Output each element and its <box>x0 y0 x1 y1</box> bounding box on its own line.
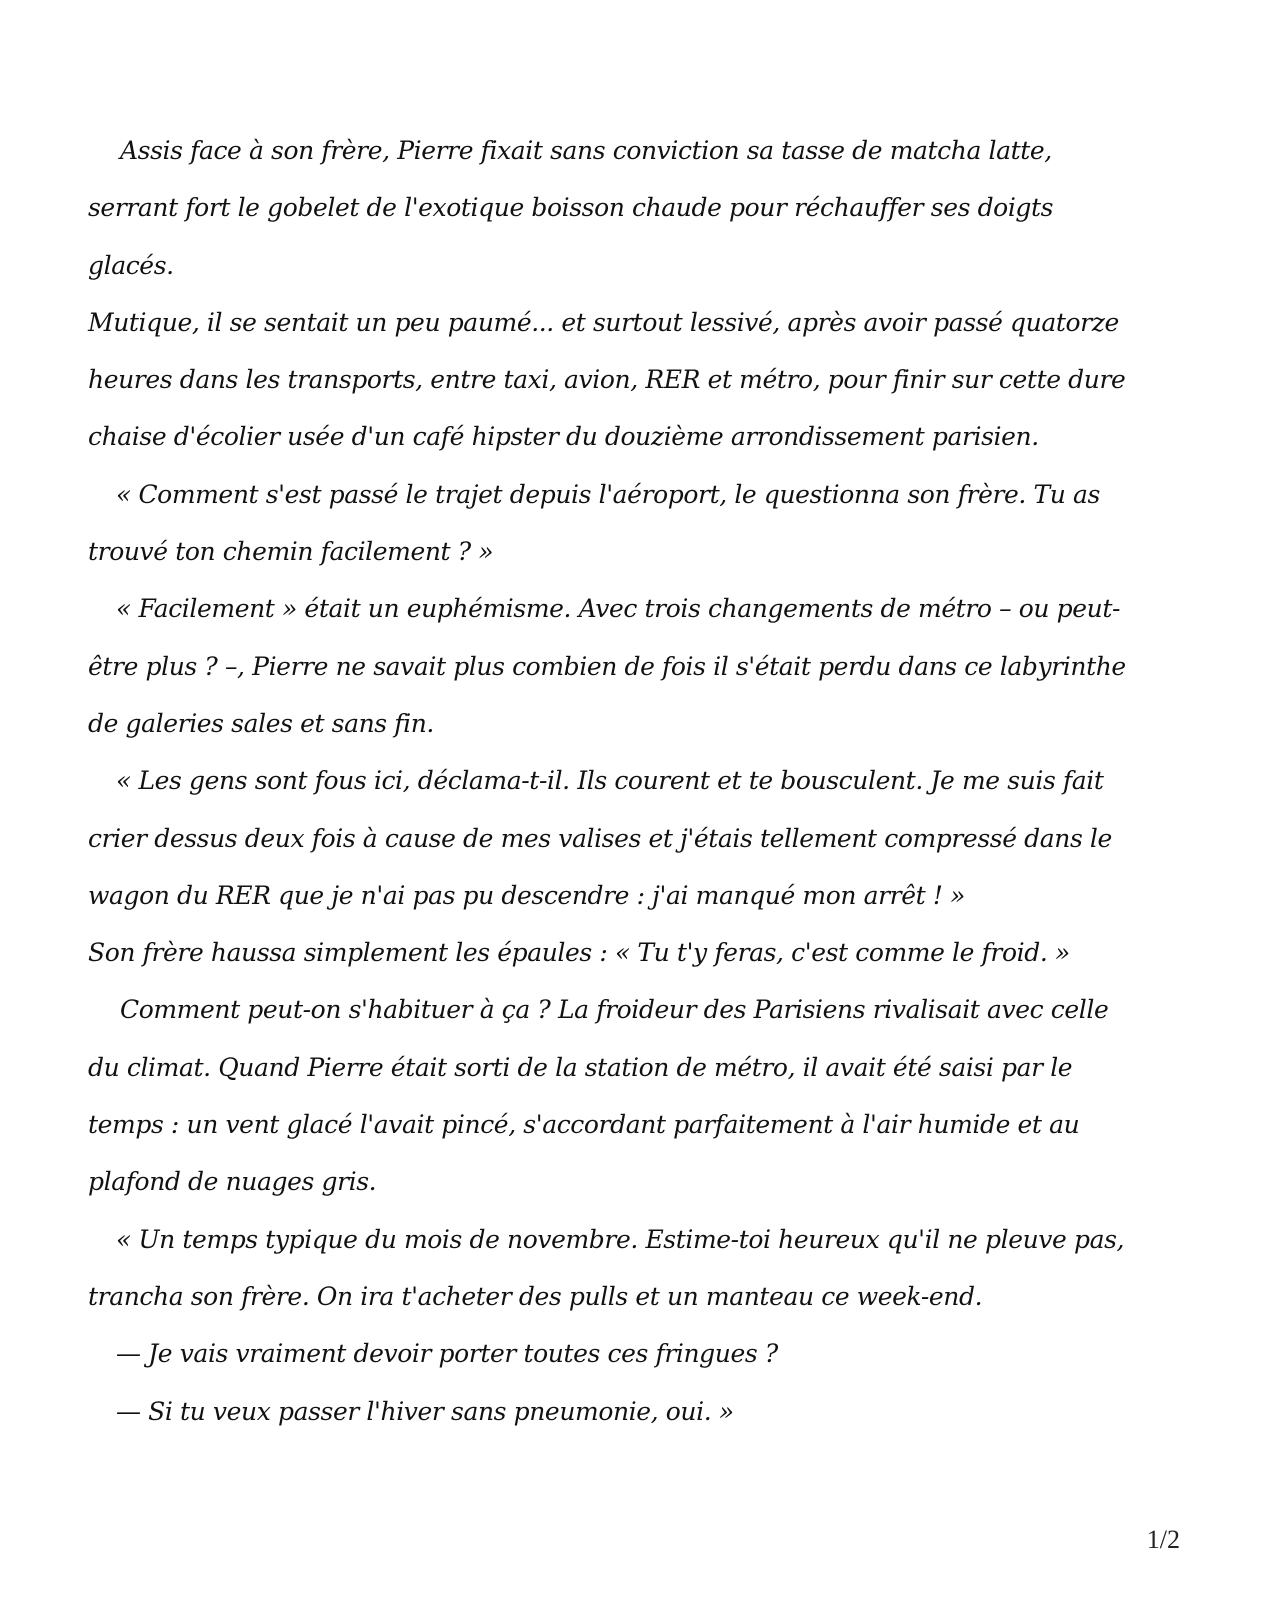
text-line: trancha son frère. On ira t'acheter des pulls et un manteau ce week-end. <box>88 1281 983 1311</box>
text-line: du climat. Quand Pierre était sorti de la station de métro, il avait été saisi par le <box>88 1052 1073 1082</box>
text-line: chaise d'écolier usée d'un café hipster du douzième arrondissement parisien. <box>88 422 1039 452</box>
text-line: glacés. <box>88 250 174 280</box>
text-line: trouvé ton chemin facilement ? » <box>88 537 494 567</box>
text-line: Son frère haussa simplement les épaules : « Tu t'y feras, c'est comme le froid. » <box>88 938 1070 968</box>
text-line: plafond de nuages gris. <box>88 1167 377 1197</box>
text-line: serrant fort le gobelet de l'exotique boisson chaude pour réchauffer ses doigts <box>88 193 1054 223</box>
page-number: 1/2 <box>1146 1525 1180 1554</box>
text-body <box>88 122 1198 1440</box>
text-line: wagon du RER que je n'ai pas pu descendre : j'ai manqué mon arrêt ! » <box>88 880 965 910</box>
text-line: « Comment s'est passé le trajet depuis l'aéroport, le questionna son frère. Tu as <box>116 479 1100 509</box>
text-line: temps : un vent glacé l'avait pincé, s'accordant parfaitement à l'air humide et au <box>88 1110 1080 1140</box>
text-line: « Un temps typique du mois de novembre. Estime-toi heureux qu'il ne pleuve pas, <box>116 1224 1125 1254</box>
text-line: Assis face à son frère, Pierre fixait sans conviction sa tasse de matcha latte, <box>120 136 1052 165</box>
text-line: « Les gens sont fous ici, déclama-t-il. Ils courent et te bousculent. Je me suis fait <box>116 766 1104 796</box>
text-line: Comment peut-on s'habituer à ça ? La froideur des Parisiens rivalisait avec celle <box>120 995 1109 1025</box>
text-line: heures dans les transports, entre taxi, avion, RER et métro, pour finir sur cette dure <box>88 365 1126 395</box>
text-line: Mutique, il se sentait un peu paumé... et surtout lessivé, après avoir passé quatorze <box>88 307 1119 337</box>
text-line: « Facilement » était un euphémisme. Avec trois changements de métro – ou peut- <box>116 594 1121 624</box>
text-line: — Si tu veux passer l'hiver sans pneumonie, oui. » <box>116 1396 734 1426</box>
text-line: être plus ? –, Pierre ne savait plus combien de fois il s'était perdu dans ce labyrinthe <box>88 651 1126 681</box>
text-line: de galeries sales et sans fin. <box>88 708 434 738</box>
text-line: — Je vais vraiment devoir porter toutes ces fringues ? <box>116 1339 778 1369</box>
text-line: crier dessus deux fois à cause de mes valises et j'étais tellement compressé dans le <box>88 823 1112 853</box>
